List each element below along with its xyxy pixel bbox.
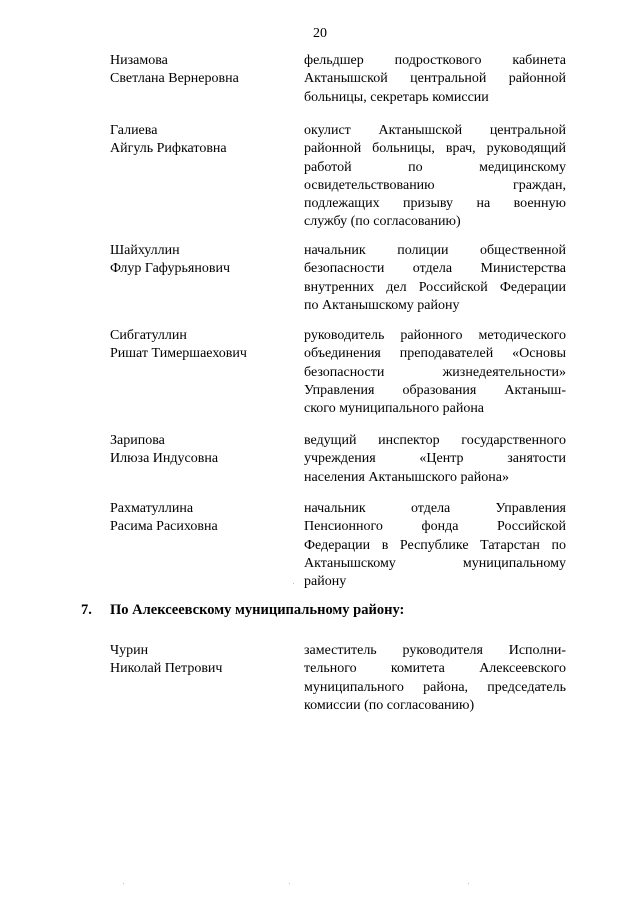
position-line: Актанышской центральной районной — [304, 71, 566, 87]
member-position — [304, 500, 566, 591]
position-line: районной больницы, врач, руководящий — [304, 141, 566, 157]
position-line: начальник отдела Управления — [304, 501, 566, 516]
position-line: освидетельствованию граждан, — [304, 177, 566, 193]
surname: Рахматуллина — [110, 501, 194, 516]
position-line: работой по медицинскому — [304, 159, 566, 175]
position-line: объединения преподавателей «Основы — [304, 346, 566, 362]
position-line: больницы, секретарь комиссии — [304, 89, 489, 105]
position-line: фельдшер подросткового кабинета — [304, 53, 566, 68]
position-line: ского муниципального района — [304, 401, 485, 417]
position-line: безопасности отдела Министерства — [304, 261, 566, 277]
surname: Чурин — [110, 643, 149, 658]
section-title: По Алексеевскому муниципальному району: — [110, 602, 405, 618]
scan-speck — [289, 883, 290, 884]
member-position — [304, 642, 566, 715]
position-line: Управления образования Актаныш- — [304, 382, 566, 398]
given-names: Расима Расиховна — [110, 519, 218, 534]
surname: Галиева — [110, 123, 158, 138]
position-line: ведущий инспектор государственного — [304, 433, 566, 448]
position-line: комиссии (по согласованию) — [304, 697, 475, 713]
given-names: Светлана Вернеровна — [110, 71, 239, 86]
surname: Шайхуллин — [110, 243, 180, 258]
position-line: Федерации в Республике Татарстан по — [304, 537, 566, 553]
member-name — [110, 500, 285, 536]
surname: Зарипова — [110, 433, 165, 448]
given-names: Николай Петрович — [110, 661, 223, 676]
position-line: Актанышскому муниципальному — [304, 555, 566, 571]
position-line: безопасности жизнедеятельности» — [304, 364, 566, 380]
position-line: тельного комитета Алексеевского — [304, 661, 566, 677]
surname: Сибгатуллин — [110, 328, 187, 343]
position-line: Пенсионного фонда Российской — [304, 519, 566, 535]
given-names: Флур Гафурьянович — [110, 261, 230, 276]
given-names: Ришат Тимершаехович — [110, 346, 247, 361]
scan-speck — [123, 883, 124, 884]
position-line: подлежащих призыву на военную — [304, 196, 566, 212]
given-names: Илюза Индусовна — [110, 451, 219, 466]
member-position — [304, 327, 566, 418]
member-position — [304, 122, 566, 232]
position-line: руководитель районного методического — [304, 328, 566, 343]
member-name — [110, 242, 285, 278]
member-name — [110, 327, 285, 363]
position-line: заместитель руководителя Исполни- — [304, 643, 566, 658]
member-position — [304, 242, 566, 315]
position-line: населения Актанышского района» — [304, 469, 509, 485]
member-position — [304, 432, 566, 487]
member-name — [110, 52, 285, 88]
scan-speck — [468, 883, 469, 884]
member-name — [110, 122, 285, 158]
member-name — [110, 432, 285, 468]
position-line: учреждения «Центр занятости — [304, 451, 566, 467]
position-line: по Актанышскому району — [304, 297, 460, 313]
given-names: Айгуль Рифкатовна — [110, 141, 227, 156]
scan-speck — [293, 583, 294, 584]
section-number: 7. — [81, 602, 92, 618]
position-line: начальник полиции общественной — [304, 243, 566, 258]
section-heading — [81, 600, 404, 620]
position-line: окулист Актанышской центральной — [304, 123, 566, 138]
position-line: муниципального района, председатель — [304, 679, 566, 695]
position-line: району — [304, 574, 347, 590]
surname: Низамова — [110, 53, 168, 68]
position-line: службу (по согласованию) — [304, 214, 461, 230]
member-name — [110, 642, 285, 678]
position-line: внутренних дел Российской Федерации — [304, 279, 566, 295]
member-position — [304, 52, 566, 107]
page-number: 20 — [313, 26, 327, 41]
